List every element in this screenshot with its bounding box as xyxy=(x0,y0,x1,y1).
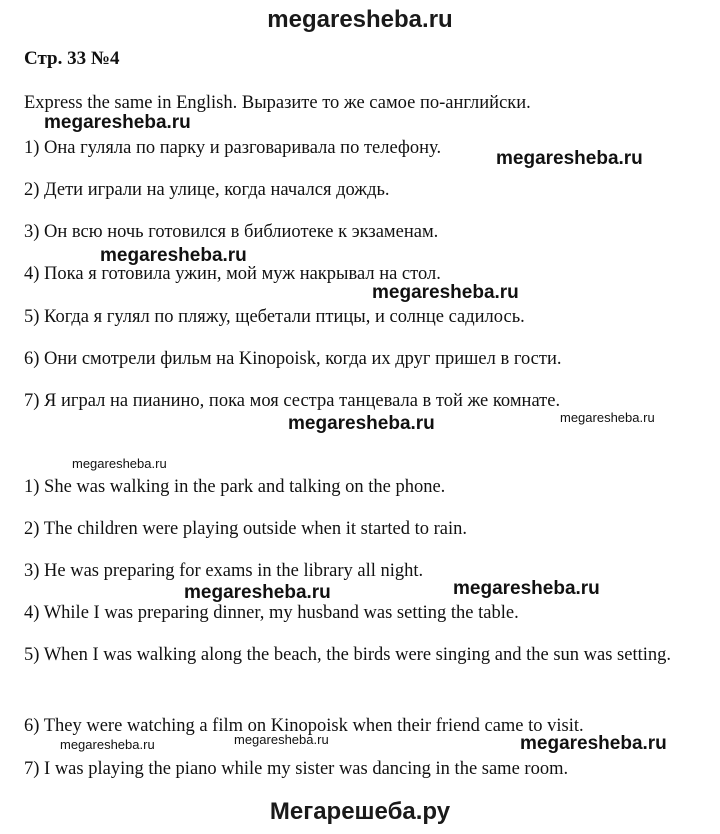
russian-sentence-3: 3) Он всю ночь готовился в библиотеке к экзаменам. xyxy=(24,222,439,242)
watermark: megaresheba.ru xyxy=(496,148,643,169)
watermark: megaresheba.ru xyxy=(184,582,331,603)
russian-sentence-2: 2) Дети играли на улице, когда начался дождь. xyxy=(24,180,390,200)
watermark: megaresheba.ru xyxy=(453,578,600,599)
english-sentence-6: 6) They were watching a film on Kinopoisk when their friend came to visit. xyxy=(24,716,584,736)
watermark: megaresheba.ru xyxy=(234,732,329,747)
english-sentence-4: 4) While I was preparing dinner, my husband was setting the table. xyxy=(24,603,519,623)
russian-sentence-5: 5) Когда я гулял по пляжу, щебетали птицы, и солнце садилось. xyxy=(24,307,525,327)
watermark: megaresheba.ru xyxy=(372,282,519,303)
watermark: megaresheba.ru xyxy=(72,456,167,471)
page-heading: Стр. 33 №4 xyxy=(24,48,120,69)
russian-sentence-6: 6) Они смотрели фильм на Kinopoisk, когда их друг пришел в гости. xyxy=(24,349,562,369)
watermark: megaresheba.ru xyxy=(100,245,247,266)
watermark: megaresheba.ru xyxy=(560,410,655,425)
instruction-text: Express the same in English. Выразите то же самое по-английски. xyxy=(24,93,531,113)
watermark: megaresheba.ru xyxy=(44,112,191,133)
english-sentence-5: 5) When I was walking along the beach, the birds were singing and the sun was setting. xyxy=(24,645,672,665)
russian-sentence-1: 1) Она гуляла по парку и разговаривала по телефону. xyxy=(24,138,442,158)
english-sentence-3: 3) He was preparing for exams in the library all night. xyxy=(24,561,424,581)
russian-sentence-7: 7) Я играл на пианино, пока моя сестра танцевала в той же комнате. xyxy=(24,391,561,411)
english-sentence-1: 1) She was walking in the park and talking on the phone. xyxy=(24,477,446,497)
site-footer: Мегарешеба.ру xyxy=(269,798,451,825)
watermark: megaresheba.ru xyxy=(520,733,667,754)
site-header: megaresheba.ru xyxy=(267,6,453,33)
watermark: megaresheba.ru xyxy=(60,737,155,752)
english-sentence-2: 2) The children were playing outside when it started to rain. xyxy=(24,519,468,539)
russian-sentence-4: 4) Пока я готовила ужин, мой муж накрывал на стол. xyxy=(24,264,441,284)
watermark: megaresheba.ru xyxy=(288,413,435,434)
english-sentence-7: 7) I was playing the piano while my sister was dancing in the same room. xyxy=(24,759,569,779)
